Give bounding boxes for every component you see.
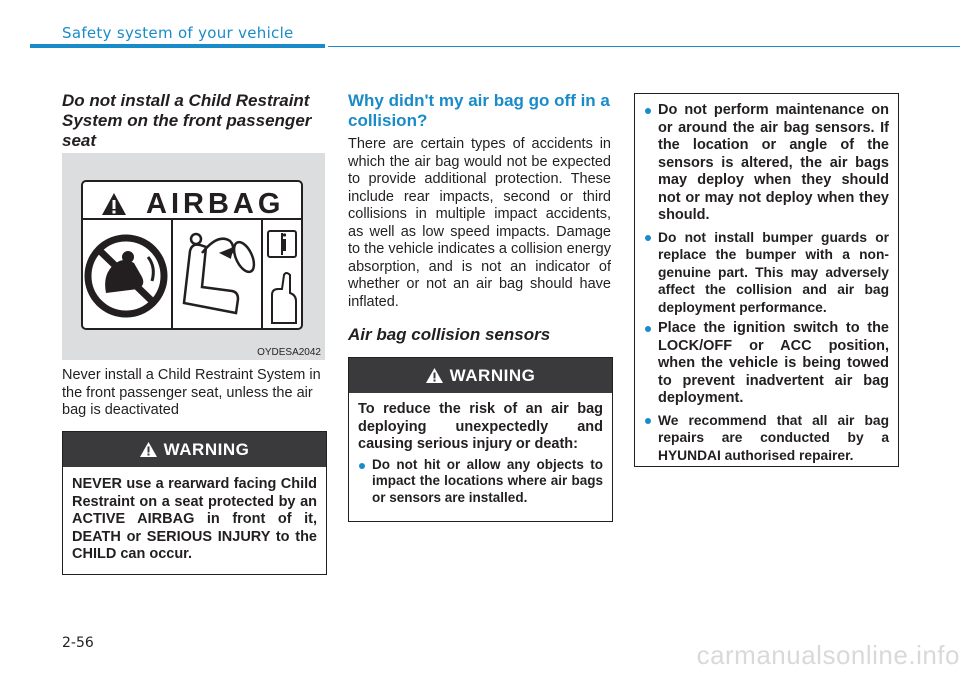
list-item: Do not hit or allow any objects to impact the locations where air bags or sensors are installed. — [358, 457, 603, 507]
header-accent-bar — [30, 44, 325, 48]
no-child-seat-icon — [88, 238, 164, 314]
airbag-not-deployed-body: There are certain types of accidents in which the air bag would not be expected to provide additional protection. These include rear impacts, second or third collisions in multiple impact accidents, as well as low speed impacts. Damage to the vehicle indicates a collision energy absorption, and is not an indicator of whether or not an air bag should have inflated. — [348, 136, 611, 310]
child-restraint-body: Never install a Child Restraint System in the front passenger seat, unless the air bag is deactivated — [62, 367, 321, 418]
precautions-bullet-list — [635, 94, 898, 464]
airbag-label-text: AIRBAG — [146, 188, 285, 220]
warning-heading: WARNING — [449, 365, 536, 385]
warning-triangle-icon — [140, 442, 157, 457]
warning-box-child-restraint — [62, 431, 327, 575]
warning-bullet-list — [349, 454, 612, 507]
section-title: Safety system of your vehicle — [62, 24, 294, 42]
airbag-not-deployed-heading: Why didn't my air bag go off in a collision? — [348, 91, 610, 130]
list-item: Do not perform maintenance on or around the air bag sensors. If the location or angle of the sensors is altered, the air bags may deploy when they should not or may not deploy when they should. — [644, 102, 889, 225]
child-restraint-heading: Do not install a Child Restraint System on the front passenger seat — [62, 91, 312, 150]
header-rule — [328, 46, 960, 47]
warning-header — [63, 432, 326, 467]
warning-intro: To reduce the risk of an air bag deploying unexpectedly and causing serious injury or death: — [358, 401, 603, 452]
figure-code: OYDESA2042 — [257, 347, 321, 358]
collision-sensors-heading: Air bag collision sensors — [348, 325, 551, 344]
list-item: We recommend that all air bag repairs are conducted by a HYUNDAI authorised repairer. — [644, 412, 889, 465]
warning-text: NEVER use a rearward facing Child Restraint on a seat protected by an ACTIVE AIRBAG in front of it, DEATH or SERIOUS INJURY to the CHILD can occur. — [72, 476, 317, 562]
warning-header — [349, 358, 612, 393]
warning-triangle-icon — [426, 368, 443, 383]
airbag-label-illustration — [62, 153, 325, 360]
list-item: Do not install bumper guards or replace the bumper with a non-genuine part. This may adversely affect the collision and air bag deployment performance. — [644, 229, 889, 317]
page-number: 2-56 — [62, 635, 94, 651]
warning-heading: WARNING — [163, 439, 250, 459]
warning-box-sensors — [348, 357, 613, 522]
airbag-warning-figure — [62, 153, 325, 360]
sensor-precautions-box — [634, 93, 899, 467]
watermark: carmanualsonline.info — [696, 640, 960, 670]
list-item: Place the ignition switch to the LOCK/OFF or ACC position, when the vehicle is being towed to prevent inadvertent air bag deployment. — [644, 320, 889, 408]
